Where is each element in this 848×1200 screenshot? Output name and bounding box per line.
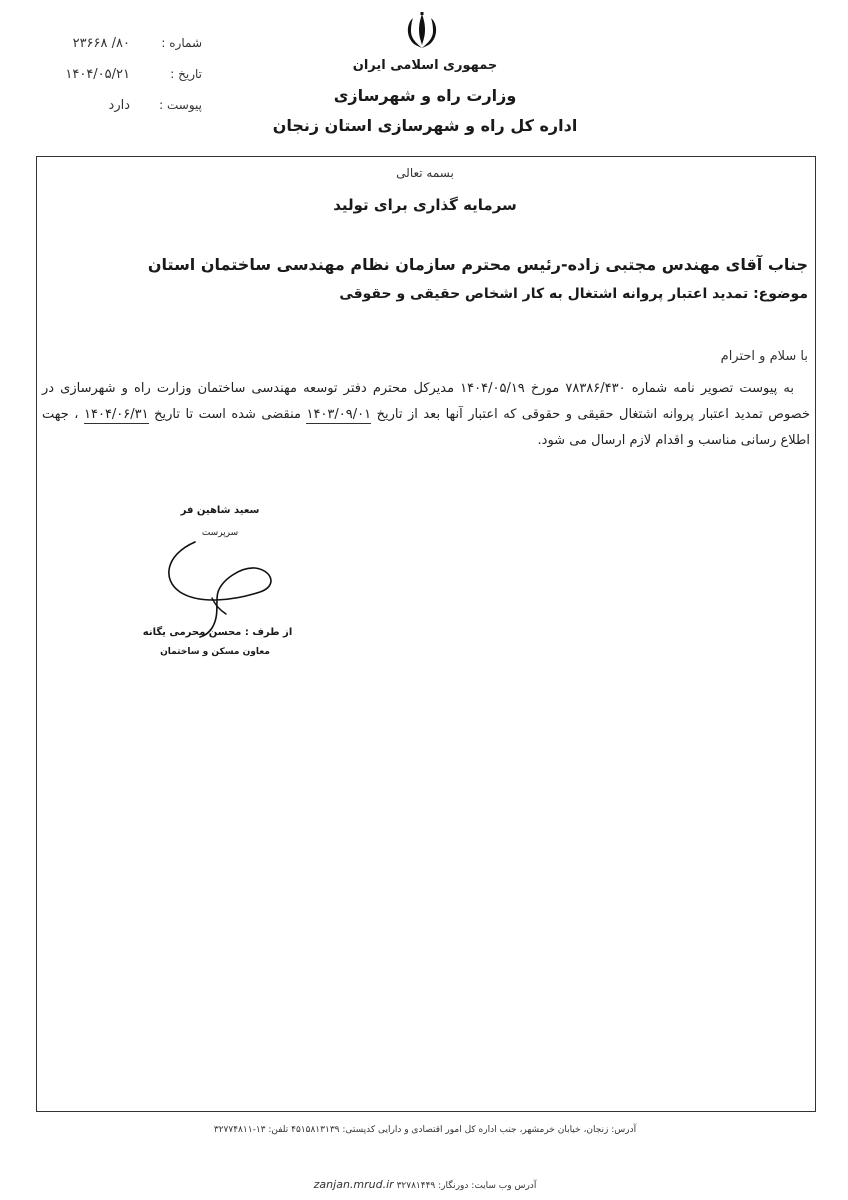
body-text-part2: منقضی شده است تا تاریخ bbox=[148, 407, 307, 422]
signer-role: سرپرست bbox=[201, 528, 239, 538]
country-name: جمهوری اسلامی ایران bbox=[352, 58, 498, 73]
letter-date-row bbox=[2, 67, 202, 87]
handwritten-signature bbox=[160, 530, 280, 640]
website-label: آدرس وب سایت: bbox=[471, 1181, 537, 1191]
department-name: اداره کل راه و شهرسازی استان زنجان bbox=[272, 116, 578, 135]
addressee: جناب آقای مهندس مجتبی زاده-رئیس محترم سازمان نظام مهندسی ساختمان استان bbox=[147, 255, 808, 274]
underlined-date-until: ۱۴۰۴/۰۶/۳۱ bbox=[84, 407, 149, 422]
signed-on-behalf-of: از طرف : محسن محرمی یگانه bbox=[142, 627, 293, 638]
website-url: zanjan.mrud.ir bbox=[313, 1178, 394, 1191]
fax-number: دورنگار: ۳۲۷۸۱۴۴۹ bbox=[396, 1181, 469, 1191]
invocation: بسمه تعالی bbox=[396, 166, 454, 180]
letter-number-row bbox=[2, 36, 202, 56]
letter-date-value: ۱۴۰۴/۰۵/۲۱ bbox=[65, 67, 130, 82]
attachment-row bbox=[2, 98, 202, 118]
attachment-label: پیوست : bbox=[159, 98, 202, 112]
subject-line: موضوع: تمدید اعتبار پروانه اشتغال به کار اشخاص حقیقی و حقوقی bbox=[339, 286, 808, 302]
greeting: با سلام و احترام bbox=[720, 349, 808, 364]
ministry-name: وزارت راه و شهرسازی bbox=[333, 86, 517, 105]
letter-number-label: شماره : bbox=[161, 36, 202, 50]
year-slogan: سرمایه گذاری برای تولید bbox=[333, 196, 517, 214]
body-text-part1: به پیوست تصویر نامه شماره ۷۸۳۸۶/۴۳۰ مورخ ۱۴۰۴/۰۵/۱۹ مدیرکل محترم دفتر توسعه مهندسی ساختمان وزارت راه و شهرسازی در خصوص تمدید اعتبار پروانه اشتغال حقیقی و حقوقی که اعتبار آنها بعد از تاریخ bbox=[42, 381, 810, 422]
signer-name: سعید شاهین فر bbox=[180, 505, 260, 516]
letter-body bbox=[42, 376, 810, 454]
letter-number-value: ۸۰/ ۲۳۶۶۸ bbox=[72, 36, 130, 51]
footer-website bbox=[300, 1178, 550, 1191]
iran-emblem-logo bbox=[400, 10, 444, 54]
body-text-part3: ، جهت اطلاع رسانی مناسب و اقدام لازم ارسال می شود. bbox=[42, 407, 810, 448]
deputy-title: معاون مسکن و ساختمان bbox=[160, 647, 270, 657]
underlined-date-from: ۱۴۰۳/۰۹/۰۱ bbox=[306, 407, 372, 422]
footer-address: آدرس: زنجان، خیابان خرمشهر، جنب اداره کل امور اقتصادی و دارایی کدپستی: ۴۵۱۵۸۱۳۱۳۹ تلفن: ۱۳-۳۲۷۷۴۸۱۱ bbox=[213, 1125, 637, 1135]
attachment-value: دارد bbox=[108, 98, 130, 113]
letter-date-label: تاریخ : bbox=[170, 67, 202, 81]
